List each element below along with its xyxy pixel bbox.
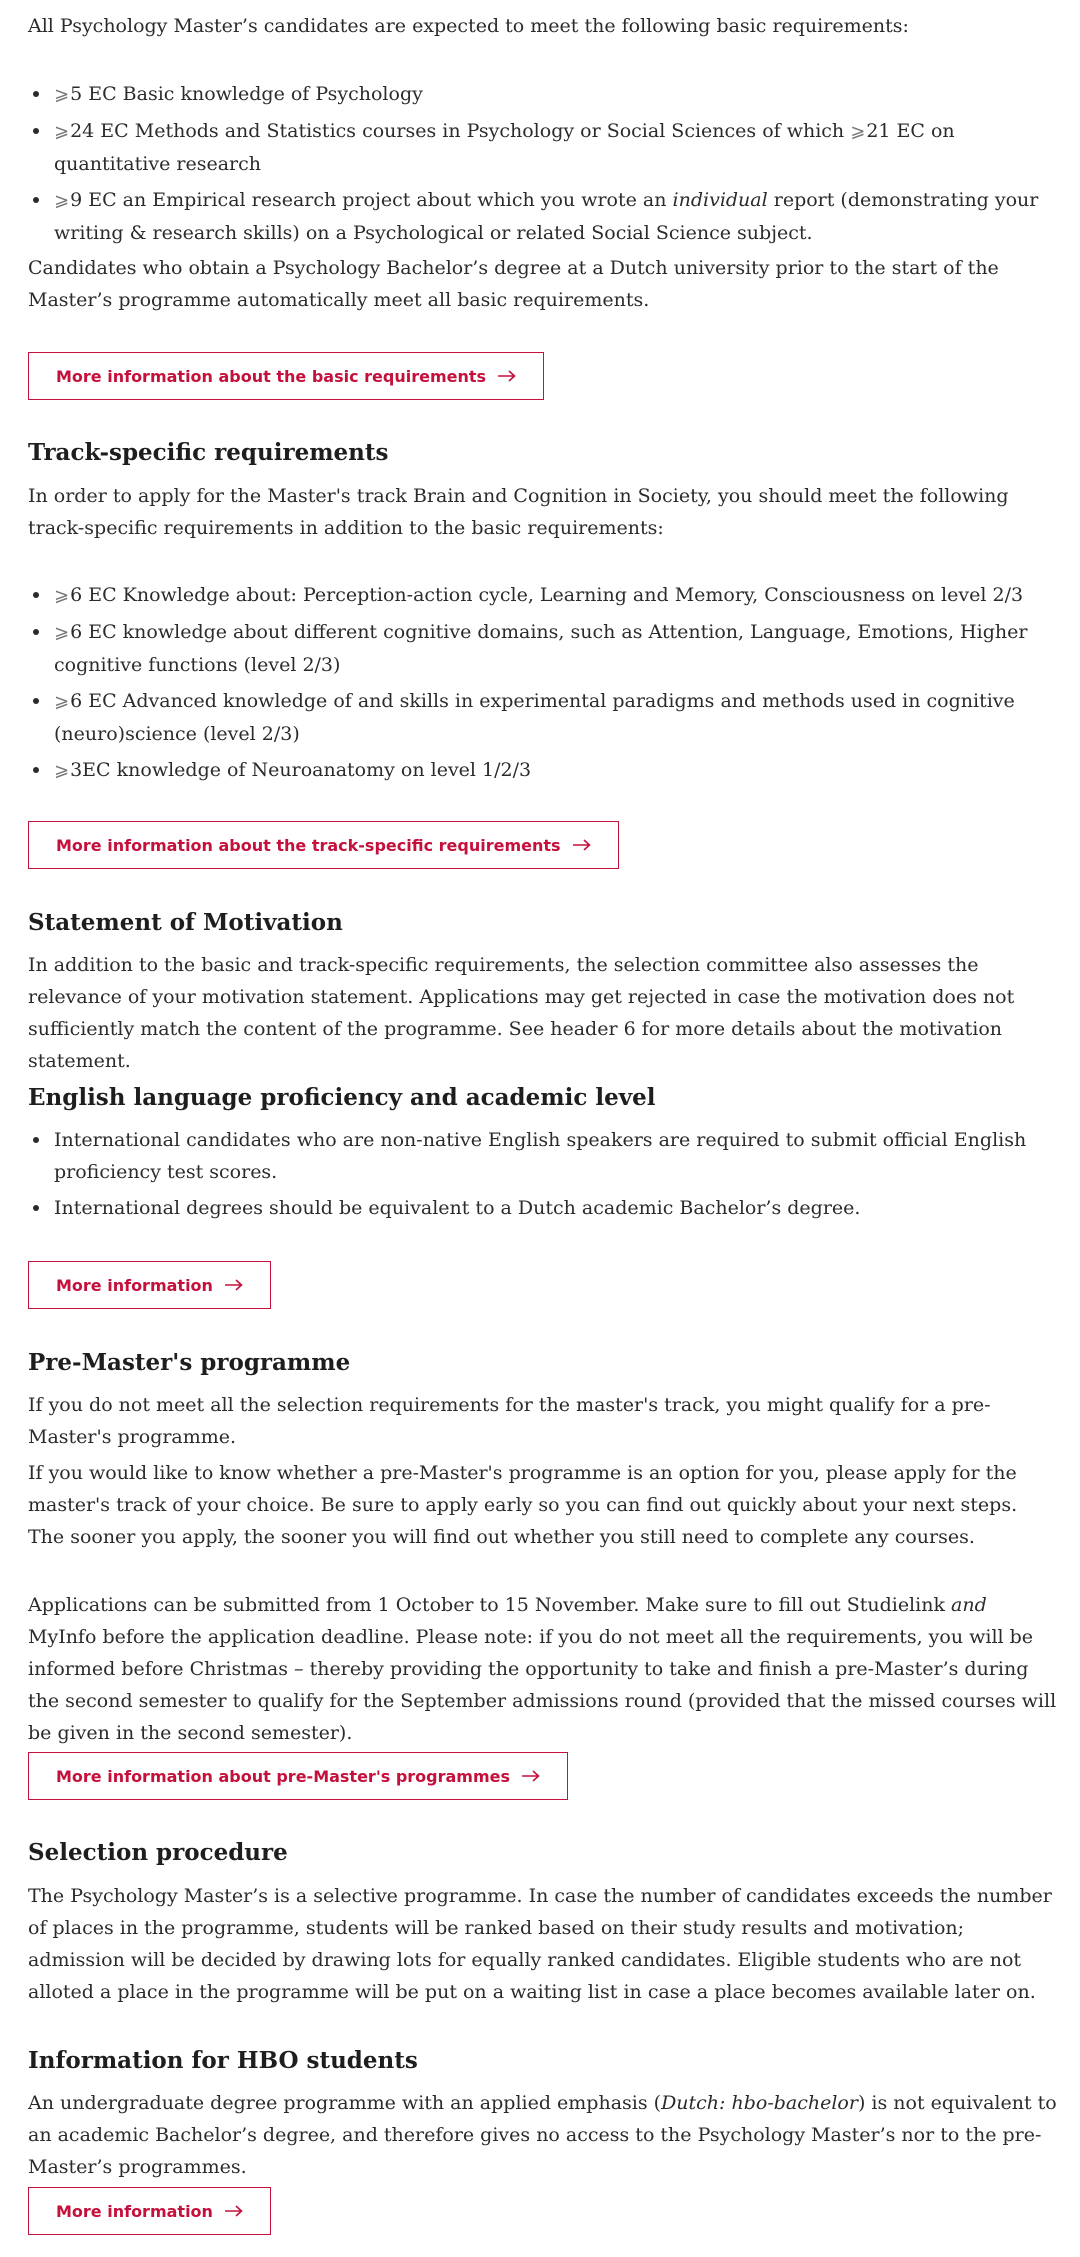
list-item-text: International candidates who are non-native English speakers are required to submit official English proficiency test scores.: [54, 1129, 1027, 1183]
bullet-icon: [33, 91, 39, 97]
basic-intro-block: [28, 10, 1058, 42]
motivation-heading-block: [28, 907, 1058, 939]
selection-text-block: [28, 1880, 1058, 2008]
list-item-text: 24 EC Methods and Statistics courses in Psychology or Social Sciences of which: [70, 120, 851, 142]
geq-symbol: ⩾: [54, 585, 70, 606]
basic-intro: All Psychology Master’s candidates are expected to meet the following basic requirements:: [28, 15, 909, 37]
button-label: More information about pre-Master's programmes: [56, 1766, 511, 1786]
basic-note: Candidates who obtain a Psychology Bachelor’s degree at a Dutch university prior to the start of the Master’s programme automatically meet all basic requirements.: [28, 257, 999, 311]
premaster-p3-block: [28, 1589, 1058, 1749]
selection-heading: Selection procedure: [28, 1839, 288, 1866]
selection-text: The Psychology Master’s is a selective programme. In case the number of candidates exceeds the number of places in the programme, students will be ranked based on their study results and motivation; admission will be decided by drawing lots for equally ranked candidates. Eligible students who are not alloted a place in the programme will be put on a waiting list in case a place becomes available later on.: [28, 1885, 1052, 2003]
track-requirements-button[interactable]: [28, 821, 619, 869]
basic-requirements-list-block: [28, 78, 1058, 253]
list-item: [28, 78, 1058, 111]
list-item: [28, 579, 1058, 612]
button-label: More information: [56, 1275, 213, 1295]
arrow-right-icon: [224, 1278, 244, 1292]
track-requirements-list-block: [28, 579, 1058, 791]
list-item-text: 3EC knowledge of Neuroanatomy on level 1/2/3: [70, 759, 532, 781]
track-intro: In order to apply for the Master's track Brain and Cognition in Society, you should meet the following track-specific requirements in addition to the basic requirements:: [28, 485, 1009, 539]
premaster-paragraph-2: If you would like to know whether a pre-Master's programme is an option for you, please apply for the master's track of your choice. Be sure to apply early so you can find out quickly about your next steps. The sooner you apply, the sooner you will find out whether you still need to complete any courses.: [28, 1462, 1018, 1548]
english-requirements-list: [28, 1124, 1058, 1224]
english-heading: English language proficiency and academic level: [28, 1084, 656, 1111]
geq-symbol: ⩾: [54, 190, 70, 211]
motivation-heading: Statement of Motivation: [28, 909, 343, 936]
premaster-heading: Pre-Master's programme: [28, 1349, 351, 1376]
basic-requirements-button[interactable]: [28, 352, 544, 400]
bullet-icon: [33, 1205, 39, 1211]
list-item-text: 6 EC Advanced knowledge of and skills in experimental paradigms and methods used in cognitive (neuro)science (level 2/3): [54, 690, 1015, 745]
hbo-heading-block: [28, 2045, 1058, 2077]
bullet-icon: [33, 592, 39, 598]
list-item-text: 21 EC on quantitative research: [54, 120, 955, 175]
list-item-text: 5 EC Basic knowledge of Psychology: [70, 83, 423, 105]
paragraph-text: An undergraduate degree programme with an applied emphasis (: [28, 2092, 662, 2114]
basic-note-block: [28, 252, 1058, 316]
bullet-icon: [33, 197, 39, 203]
emphasis-text: Dutch: hbo-bachelor: [661, 2092, 858, 2114]
button-label: More information: [56, 2201, 213, 2221]
geq-symbol: ⩾: [54, 84, 70, 105]
bullet-icon: [33, 1137, 39, 1143]
premaster-p2-block: [28, 1457, 1058, 1553]
geq-symbol: ⩾: [54, 622, 70, 643]
bullet-icon: [33, 767, 39, 773]
premaster-heading-block: [28, 1347, 1058, 1379]
geq-symbol: ⩾: [54, 691, 70, 712]
hbo-heading: Information for HBO students: [28, 2047, 418, 2074]
motivation-text: In addition to the basic and track-specific requirements, the selection committee also assesses the relevance of your motivation statement. Applications may get rejected in case the motivation does not sufficiently match the content of the programme. See header 6 for more details about the motivation statement.: [28, 954, 1015, 1072]
hbo-text: [28, 2087, 1058, 2183]
geq-symbol: ⩾: [54, 121, 70, 142]
list-item-text: International degrees should be equivalent to a Dutch academic Bachelor’s degree.: [54, 1197, 861, 1219]
paragraph-text: ) is not equivalent to an academic Bachelor’s degree, and therefore gives no access to the Psychology Master’s nor to the pre-Master’s programmes.: [28, 2092, 1057, 2178]
list-item: [28, 1124, 1058, 1188]
list-item-text: 6 EC knowledge about different cognitive domains, such as Attention, Language, Emotions, Higher cognitive functions (level 2/3): [54, 621, 1028, 676]
paragraph-text: Applications can be submitted from 1 October to 15 November. Make sure to fill out Studielink: [28, 1594, 952, 1616]
list-item: [28, 184, 1058, 249]
bullet-icon: [33, 629, 39, 635]
emphasis-text: and: [951, 1594, 987, 1616]
arrow-right-icon: [572, 838, 592, 852]
bullet-icon: [33, 698, 39, 704]
track-heading: Track-specific requirements: [28, 439, 389, 466]
basic-requirements-list: [28, 78, 1058, 249]
arrow-right-icon: [497, 369, 517, 383]
list-item-text: 6 EC Knowledge about: Perception-action cycle, Learning and Memory, Consciousness on level 2/3: [70, 584, 1024, 606]
motivation-text-block: [28, 949, 1058, 1077]
hbo-more-info-button[interactable]: [28, 2187, 271, 2235]
track-intro-block: [28, 480, 1058, 544]
list-item: [28, 754, 1058, 787]
list-item-text: 9 EC an Empirical research project about which you wrote an: [70, 189, 673, 211]
geq-symbol: ⩾: [54, 760, 70, 781]
track-heading-block: [28, 437, 1058, 469]
hbo-text-block: [28, 2087, 1058, 2183]
english-list-block: [28, 1124, 1058, 1228]
list-item: [28, 1192, 1058, 1224]
button-label: More information about the basic requirements: [56, 366, 487, 386]
list-item-text: report (demonstrating your writing & research skills) on a Psychological or related Social Science subject.: [54, 189, 1039, 244]
premaster-p1-block: [28, 1389, 1058, 1453]
emphasis-text: individual: [672, 189, 768, 211]
geq-symbol: ⩾: [850, 121, 866, 142]
premaster-more-info-button[interactable]: [28, 1752, 568, 1800]
arrow-right-icon: [224, 2204, 244, 2218]
list-item: [28, 616, 1058, 681]
english-more-info-button[interactable]: [28, 1261, 271, 1309]
button-label: More information about the track-specific requirements: [56, 835, 561, 855]
paragraph-text: MyInfo before the application deadline. Please note: if you do not meet all the requirements, you will be informed before Christmas – thereby providing the opportunity to take and finish a pre-Master’s during the second semester to qualify for the September admissions round (provided that the missed courses will be given in the second semester).: [28, 1626, 1057, 1744]
english-heading-block: [28, 1082, 1058, 1114]
track-requirements-list: [28, 579, 1058, 787]
bullet-icon: [33, 128, 39, 134]
arrow-right-icon: [521, 1769, 541, 1783]
premaster-paragraph-1: If you do not meet all the selection requirements for the master's track, you might qualify for a pre-Master's programme.: [28, 1394, 991, 1448]
selection-heading-block: [28, 1837, 1058, 1869]
premaster-paragraph-3: [28, 1589, 1058, 1749]
list-item: [28, 115, 1058, 180]
list-item: [28, 685, 1058, 750]
